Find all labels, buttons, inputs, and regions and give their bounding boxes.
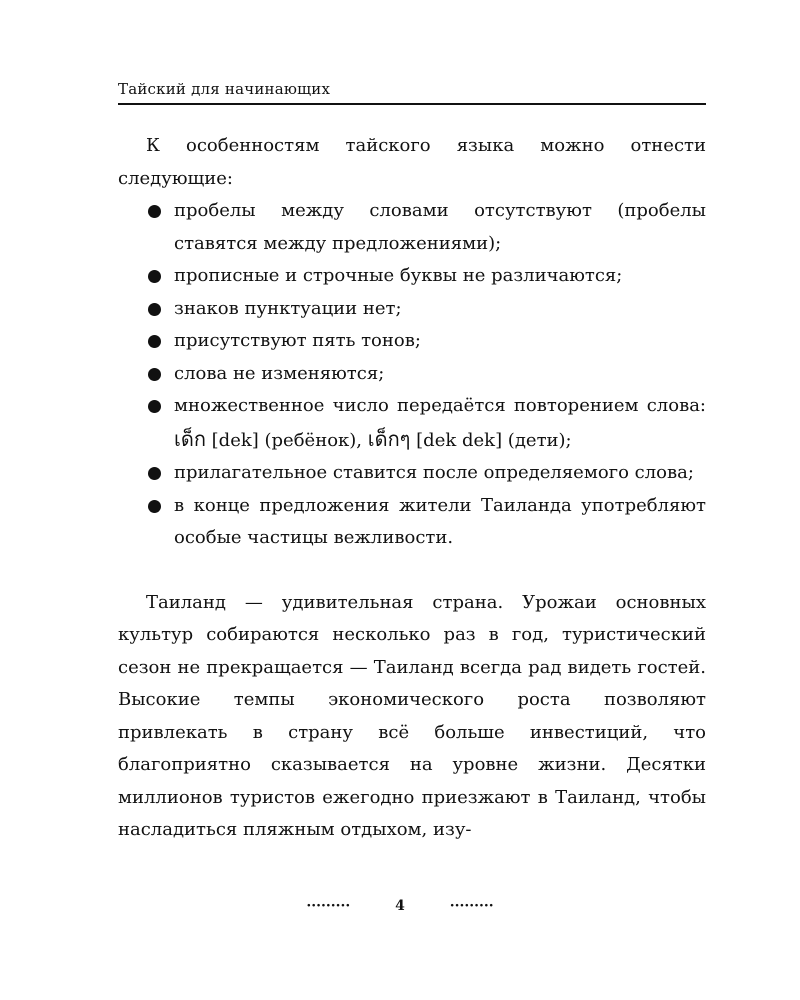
footer-dots-left: ········· <box>306 898 351 914</box>
list-item <box>118 195 706 260</box>
plural-prefix: множественное число передаётся повторением слова: <box>174 395 706 416</box>
bullet-icon <box>148 500 161 513</box>
paragraph-gap <box>118 555 706 587</box>
body-text <box>118 130 706 847</box>
list-item-text: присутствуют пять тонов; <box>174 330 421 351</box>
bullet-icon <box>148 467 161 480</box>
list-item <box>118 457 706 490</box>
bullet-icon <box>148 368 161 381</box>
thai-word-children: เด็กๆ <box>367 426 411 451</box>
list-item-text: в конце предложения жители Таиланда употребляют особые частицы вежливости. <box>174 494 706 548</box>
list-item <box>118 490 706 555</box>
list-item <box>118 325 706 358</box>
list-item <box>118 358 706 391</box>
list-item-text: прописные и строчные буквы не различаются; <box>174 265 623 286</box>
list-item-text: прилагательное ставится после определяемого слова; <box>174 462 694 483</box>
footer-dots-right: ········· <box>449 898 494 914</box>
plural-mid: [dek] (ребёнок), <box>205 429 368 451</box>
page-number: 4 <box>395 898 405 914</box>
bullet-icon <box>148 303 161 316</box>
thai-word-child: เด็ก <box>174 426 206 451</box>
list-item-text: слова не изменяются; <box>174 362 385 384</box>
header-rule <box>118 103 706 105</box>
thailand-paragraph: Таиланд — удивительная страна. Урожаи основных культур собираются несколько раз в год, туристический сезон не прекращается — Таиланд всегда рад видеть гостей. Высокие темпы экономического роста позволяют привлекать в страну всё больше инвестиций, что благоприятно сказывается на уровне жизни. Десятки миллионов туристов ежегодно приезжают в Таиланд, чтобы насладиться пляжным отдыхом, изу- <box>118 591 706 840</box>
bullet-icon <box>148 205 161 218</box>
intro-paragraph: К особенностям тайского языка можно отнести следующие: <box>118 135 706 189</box>
plural-suffix: [dek dek] (дети); <box>410 429 572 451</box>
list-item <box>118 260 706 293</box>
list-item <box>118 293 706 326</box>
list-item-text: пробелы между словами отсутствуют (пробелы ставятся между предложениями); <box>174 200 706 254</box>
running-header: Тайский для начинающих <box>118 80 331 98</box>
page-footer <box>0 896 800 916</box>
features-list <box>118 195 706 555</box>
bullet-icon <box>148 335 161 348</box>
bullet-icon <box>148 400 161 413</box>
list-item-text <box>174 395 706 451</box>
list-item <box>118 390 706 457</box>
list-item-text: знаков пунктуации нет; <box>174 297 402 319</box>
bullet-icon <box>148 270 161 283</box>
